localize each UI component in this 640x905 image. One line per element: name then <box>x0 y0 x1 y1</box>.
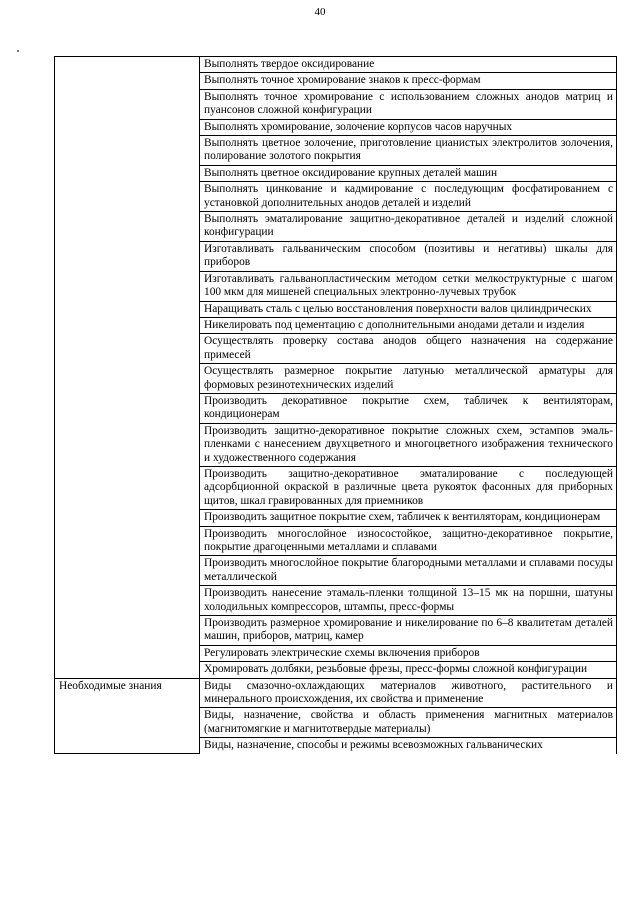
skill-cell: Выполнять точное хромирование знаков к пресс-формам <box>200 73 617 89</box>
skill-cell: Производить защитное покрытие схем, табличек к вентиляторам, кондиционерам <box>200 510 617 526</box>
knowledge-label-cell: Необходимые знания <box>55 678 200 754</box>
skill-cell: Осуществлять проверку состава анодов общего назначения на содержание примесей <box>200 334 617 364</box>
knowledge-cell: Виды смазочно-охлаждающих материалов животного, растительного и минерального происхождения, их свойства и применение <box>200 678 617 708</box>
margin-mark <box>17 50 19 52</box>
page-number: 40 <box>314 6 326 18</box>
table-row <box>55 57 617 73</box>
skill-cell: Никелировать под цементацию с дополнительными анодами детали и изделия <box>200 317 617 333</box>
skill-cell: Производить многослойное покрытие благородными металлами и сплавами посуды металлической <box>200 556 617 586</box>
skill-cell: Выполнять эматалирование защитно-декоративное деталей и изделий сложной конфигурации <box>200 212 617 242</box>
competency-table <box>54 56 617 754</box>
skill-cell: Выполнять цветное оксидирование крупных деталей машин <box>200 165 617 181</box>
skill-cell: Регулировать электрические схемы включения приборов <box>200 645 617 661</box>
skill-cell: Хромировать долбяки, резьбовые фрезы, пресс-формы сложной конфигурации <box>200 662 617 678</box>
skill-cell: Выполнять цветное золочение, приготовление цианистых электролитов золочения, полирование золотого покрытия <box>200 136 617 166</box>
skill-cell: Производить защитно-декоративное эматалирование с последующей адсорбционной окраской в различные цвета рукояток фасонных для приборных щитов, шкал гравированных для приемников <box>200 466 617 509</box>
skill-cell: Выполнять хромирование, золочение корпусов часов наручных <box>200 119 617 135</box>
skill-cell: Выполнять точное хромирование с использованием сложных анодов матриц и пуансонов сложной конфигурации <box>200 89 617 119</box>
skill-cell: Производить нанесение этамаль-пленки толщиной 13–15 мк на поршни, шатуны холодильных компрессоров, штампы, пресс-формы <box>200 586 617 616</box>
skill-cell: Наращивать сталь с целью восстановления поверхности валов цилиндрических <box>200 301 617 317</box>
skill-cell: Изготавливать гальванопластическим методом сетки мелкоструктурные с шагом 100 мкм для мишеней специальных электронно-лучевых трубок <box>200 271 617 301</box>
skill-cell: Осуществлять размерное покрытие латунью металлической арматуры для формовых резинотехнических изделий <box>200 364 617 394</box>
skill-cell: Выполнять твердое оксидирование <box>200 57 617 73</box>
knowledge-cell: Виды, назначение, свойства и область применения магнитных материалов (магнитомягкие и магнитотвердые материалы) <box>200 708 617 738</box>
skill-cell: Выполнять цинкование и кадмирование с последующим фосфатированием с установкой дополнительных анодов деталей и изделий <box>200 182 617 212</box>
skills-label-cell <box>55 57 200 679</box>
skill-cell: Производить защитно-декоративное покрытие сложных схем, эстампов эмаль-пленками с нанесением двухцветного и многоцветного изображения технического и художественного содержания <box>200 423 617 466</box>
skill-cell: Изготавливать гальваническим способом (позитивы и негативы) шкалы для приборов <box>200 241 617 271</box>
table-row <box>55 678 617 708</box>
knowledge-cell: Виды, назначение, способы и режимы всевозможных гальванических <box>200 738 617 754</box>
skill-cell: Производить многослойное износостойкое, защитно-декоративное покрытие, покрытие драгоценными металлами и сплавами <box>200 526 617 556</box>
skill-cell: Производить декоративное покрытие схем, табличек к вентиляторам, кондиционерам <box>200 393 617 423</box>
skill-cell: Производить размерное хромирование и никелирование по 6–8 квалитетам деталей машин, приборов, матриц, камер <box>200 616 617 646</box>
